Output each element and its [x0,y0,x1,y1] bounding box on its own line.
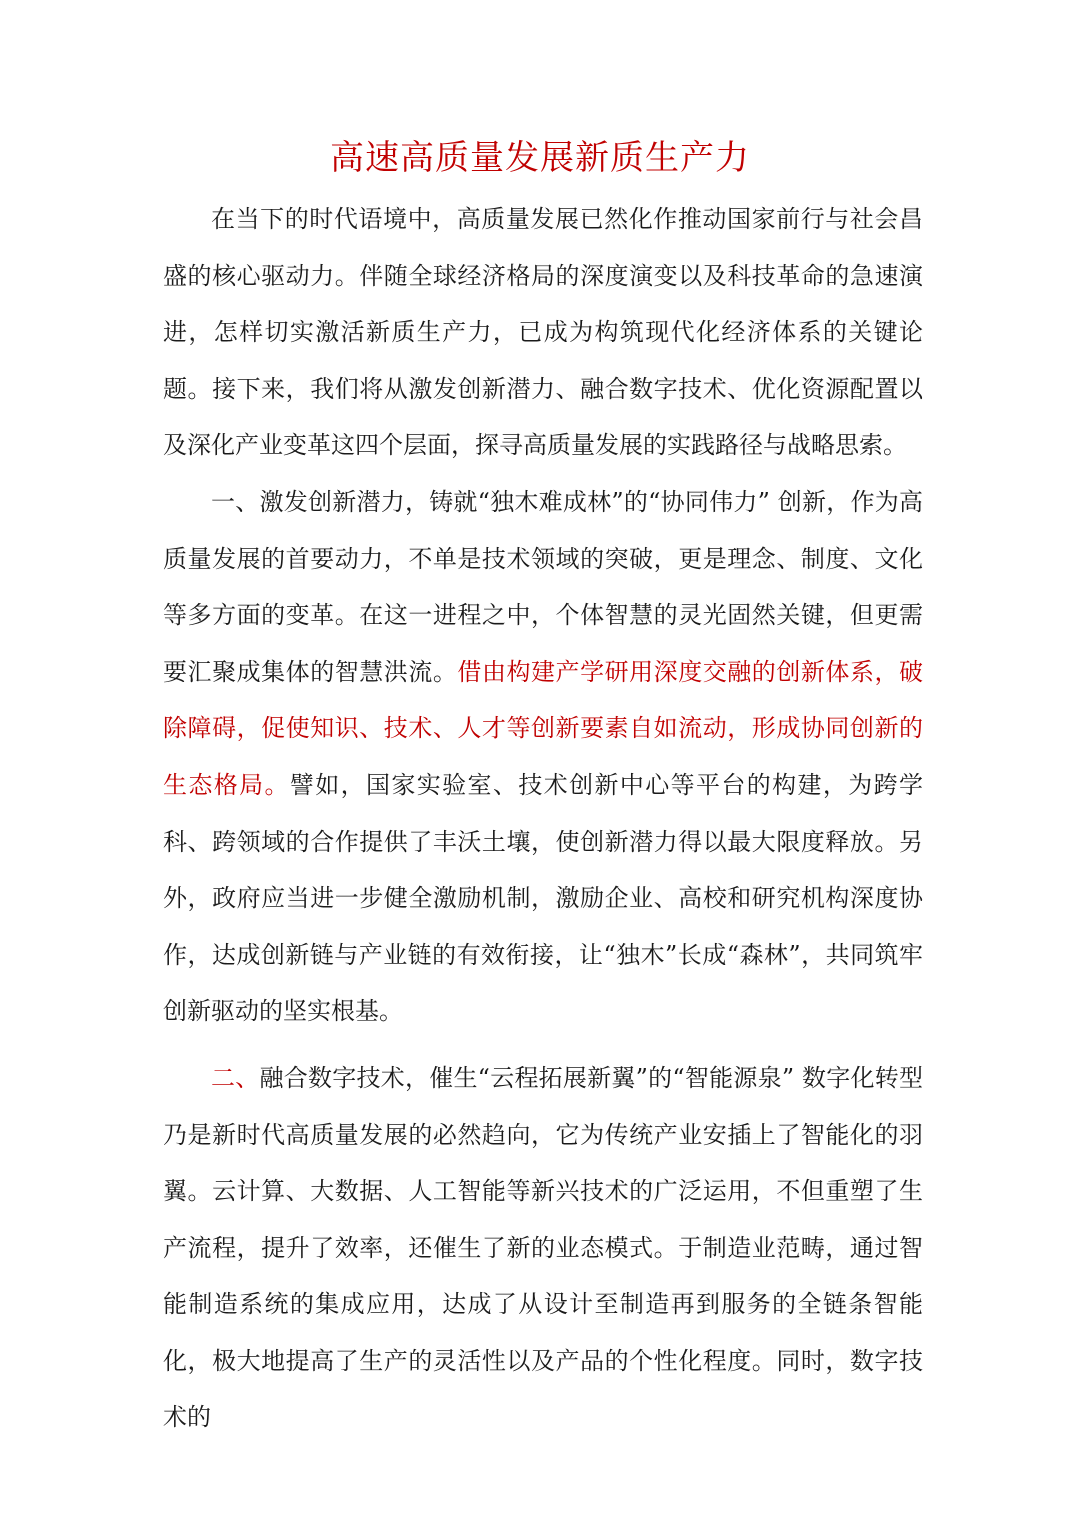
section-1-text-continued: 譬如，国家实验室、技术创新中心等平台的构建，为跨学科、跨领域的合作提供了丰沃土壤，使创新潜力得以最大限度释放。另外，政府应当进一步健全激励机制，激励企业、高校和研究机构深度协作，达成创新链与产业链的有效衔接，让“独木”长成“森林”，共同筑牢创新驱动的坚实根基。 [163,770,924,1026]
paragraph-section-1 [163,474,923,1040]
section-1-text: 一、激发创新潜力，铸就“独木难成林”的“协同伟力” 创新，作为高质量发展的首要动力，不单是技术领域的突破，更是理念、制度、文化等多方面的变革。在这一进程之中，个体智慧的灵光固然关键，但更需要汇聚成集体的智慧洪流。 [163,487,923,686]
paragraph-section-2 [163,1050,923,1446]
document-body [163,191,923,1446]
section-2-text: 融合数字技术，催生“云程拓展新翼”的“智能源泉” 数字化转型乃是新时代高质量发展的必然趋向，它为传统产业安插上了智能化的羽翼。云计算、大数据、人工智能等新兴技术的广泛运用，不但重塑了生产流程，提升了效率，还催生了新的业态模式。于制造业范畴，通过智能制造系统的集成应用，达成了从设计至制造再到服务的全链条智能化，极大地提高了生产的灵活性以及产品的个性化程度。同时，数字技术的 [163,1063,924,1432]
paragraph-intro: 在当下的时代语境中，高质量发展已然化作推动国家前行与社会昌盛的核心驱动力。伴随全球经济格局的深度演变以及科技革命的急速演进，怎样切实激活新质生产力，已成为构筑现代化经济体系的关键论题。接下来，我们将从激发创新潜力、融合数字技术、优化资源配置以及深化产业变革这四个层面，探寻高质量发展的实践路径与战略思索。 [163,205,923,460]
section-1-highlight: 借由构建产学研用深度交融的创新体系，破除障碍，促使知识、技术、人才等创新要素自如流动，形成协同创新的生态格局。 [163,657,924,799]
section-2-marker: 二、 [211,1063,260,1092]
document-title: 高速高质量发展新质生产力 [330,138,750,178]
